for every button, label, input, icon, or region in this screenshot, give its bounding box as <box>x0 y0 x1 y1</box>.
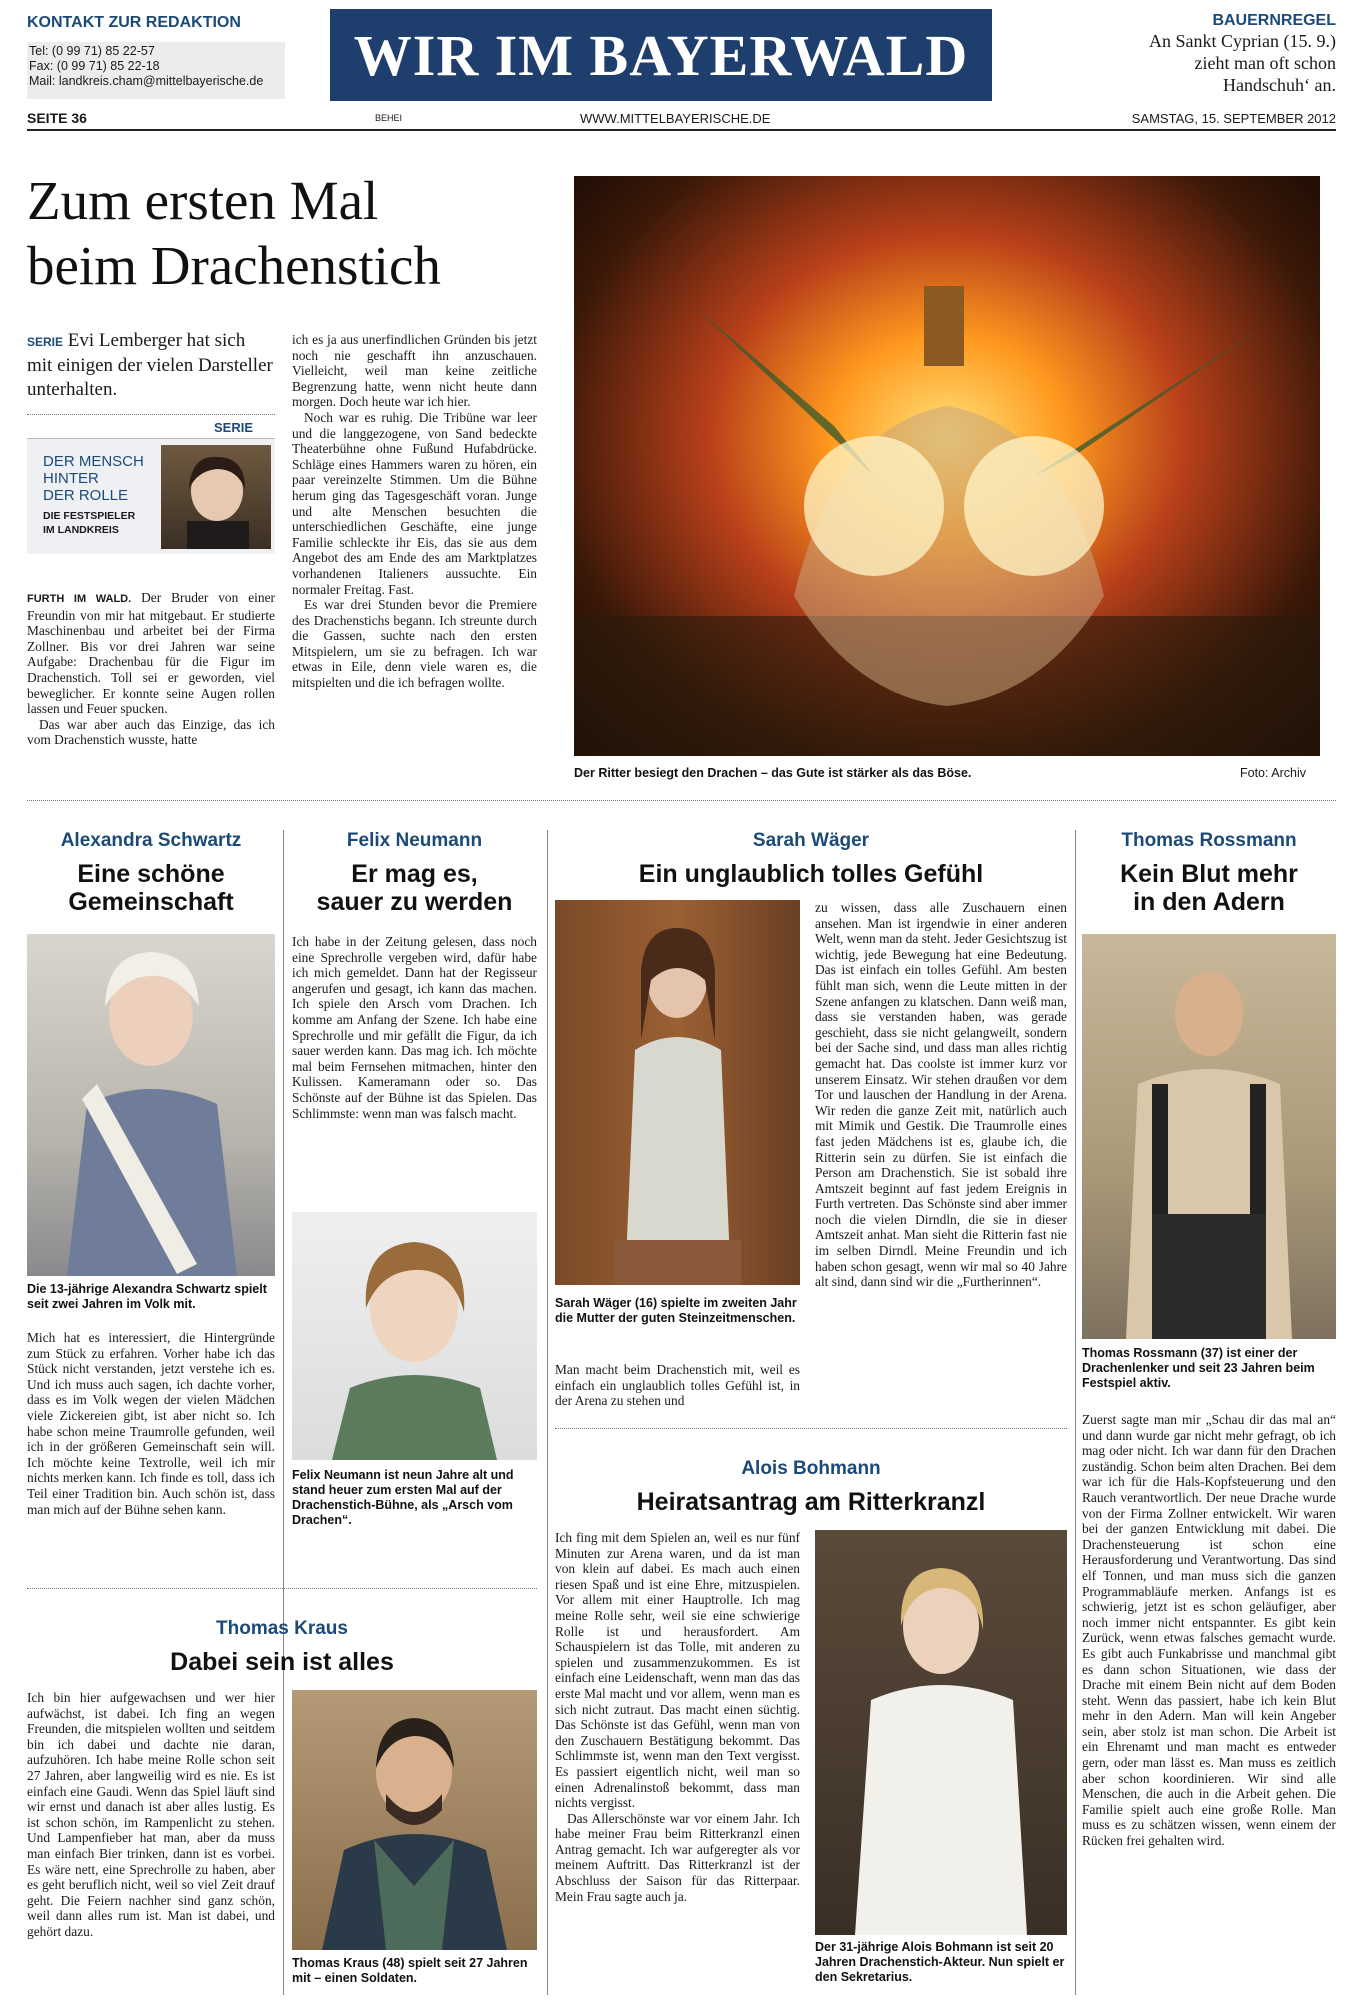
divider <box>555 1428 1067 1429</box>
waeger-paragraph-1: Man macht beim Drachenstich mit, weil es einfach ein unglaublich tolles Gefühl ist, in der Arena zu stehen und <box>555 1362 800 1409</box>
masthead-title: WIR IM BAYERWALD <box>353 22 969 88</box>
lead-column-1 <box>27 590 275 748</box>
page-url: WWW.MITTELBAYERISCHE.DE <box>580 111 771 126</box>
bauernregel <box>1096 12 1336 96</box>
contact-title: KONTAKT ZUR REDAKTION <box>27 14 241 31</box>
bauernregel-line3: Handschuh‘ an. <box>1223 75 1336 95</box>
kraus-headline: Dabei sein ist alles <box>170 1648 394 1676</box>
dragon-caption: Der Ritter besiegt den Drachen – das Gute ist stärker als das Böse. <box>574 766 972 780</box>
rossmann-name: Thomas Rossmann <box>1121 830 1297 851</box>
page-date: SAMSTAG, 15. SEPTEMBER 2012 <box>1131 111 1336 126</box>
serie-box <box>27 438 275 554</box>
schwartz-name: Alexandra Schwartz <box>60 830 242 851</box>
serie-box-sub1: DIE FESTSPIELER <box>43 510 136 522</box>
contact-box <box>27 42 285 99</box>
bohmann-paragraph-2: Das Allerschönste war vor einem Jahr. Ich habe meiner Frau beim Ritterkranzl einen Antrag gemacht. Ich war aufgeregter als vor meinem Auftritt. Das Ritterkranzl ist der Abschluss der Saison für das Ritterpaar. Mein Frau sagte auch ja. <box>555 1810 800 1904</box>
bohmann-headline: Heiratsantrag am Ritterkranzl <box>636 1488 986 1516</box>
waeger-text-1 <box>555 1362 800 1409</box>
column-rule <box>547 830 548 1995</box>
lead-column-2 <box>292 332 537 691</box>
lead-col1-p1: Der Bruder von einer Freundin von mir hat mitgebaut. Er studierte Maschinenbau und arbeitet bei der Firma Zollner. Bis vor drei Jahren war seine Aufgabe: Drachenbau für die Figur im Drachenstich. Toll sei er geworden, viel beweglicher. Er konnte seine Augen rollen lassen und Feuer spucken. <box>27 590 275 717</box>
rossmann-text <box>1082 1412 1336 1849</box>
neumann-headline-1: Er mag es, <box>351 860 478 888</box>
schwartz-headline-2: Gemeinschaft <box>68 888 234 916</box>
waeger-name: Sarah Wäger <box>752 830 870 851</box>
rossmann-headline <box>1082 860 1336 916</box>
serie-box-title1: DER MENSCH <box>43 453 144 470</box>
kraus-paragraph: Ich bin hier aufgewachsen und wer hier aufwächst, ist dabei. Ich fing an wegen Freunden, die mitspielen wollten und seitdem bin ich dabei und dachte nie daran, aufzuhören. Ich habe meine Rolle schon seit 27 Jahren, aber langweilig wird es nie. Es ist einfach eine Gaudi. Wenn das Spiel läuft sind wir ernst und danach ist aber alles lustig. Es ist schon schön, im Rampenlicht zu stehen. Und Lampenfieber hat man, aber da muss man einfach Bier trinken, dann ist es vorbei. Es wäre nett, eine Sprechrolle zu haben, aber es geht beruflich nicht, weil so viel Zeit drauf geht. Die Feiern nachher sind ganz schön, weil dann alles rum ist. Man ist dabei, und gehört dazu. <box>27 1690 275 1939</box>
rossmann-paragraph: Zuerst sagte man mir „Schau dir das mal an“ und dann wurde gar nicht mehr gefragt, ob ich mag oder nicht. Ich war dann für den Drachen zuständig. Schon beim alten Drachen. Bei dem war ich für die Hals-Kopfsteuerung und den Rauch verantwortlich. Der neue Drache wurde von der Firma Zollner entwickelt. Wir waren bei der ganzen Entwicklung mit dabei. Die Drachensteuerung ist schon eine Herausforderung und Verantwortung. Das sind elf Tonnen, und man muss sich die ganzen Programmabläufe merken. Anfangs ist es schwierig, jetzt ist es schon geläufiger, aber noch immer nicht entspannter. Es gibt kein Zurück, wenn etwas falsches gemacht wurde. Es gibt auch Funkabrisse und manchmal gibt es dann schon Situationen, wie dass der Drache mit einem Bein nicht auf dem Boden steht. Wenn das passiert, habe ich kein Blut mehr in den Adern. Man will kein Angeber sein, aber stolz ist man schon. Die Arbeit ist ein Ehrenamt und man macht es entweder gern, oder man lässt es. Man muss es zeitlich aber schon koordinieren. Wir sind alle Menschen, die auch in die Arbeit gehen. Die Familie spielt auch eine große Rolle. Man muss es zu schätzen wissen, wenn einem der Rücken frei gehalten wird. <box>1082 1412 1336 1849</box>
lead-intro <box>27 329 275 402</box>
rossmann-caption: Thomas Rossmann (37) ist einer der Drachenlenker und seit 23 Jahren beim Festspiel aktiv. <box>1082 1346 1315 1390</box>
dateline: FURTH IM WALD. <box>27 593 132 605</box>
masthead <box>330 9 992 101</box>
neumann-paragraph: Ich habe in der Zeitung gelesen, dass noch eine Sprechrolle vergeben wird, dafür habe ich mich gemeldet. Dann hat der Regisseur angerufen und gesagt, ich kann das machen. Ich spiele den Arsch vom Drachen. Ich komme am Anfang der Szene. Ich habe eine Sprechrolle und mir gefällt die Figur, da ich sauer werden kann. Das mag ich. Ich möchte mal beim Fernsehen mitmachen, hinter den Kulissen. Kameramann oder so. Das Schönste auf der Bühne ist das Spielen. Das Schlimmste: wenn man was falsch macht. <box>292 934 537 1121</box>
bauernregel-line2: zieht man oft schon <box>1194 53 1336 73</box>
bauernregel-line1: An Sankt Cyprian (15. 9.) <box>1149 31 1336 51</box>
neumann-headline-2: sauer zu werden <box>316 888 513 916</box>
schwartz-paragraph: Mich hat es interessiert, die Hintergründe zum Stück zu erfahren. Vorher habe ich das Stück nicht verstanden, jetzt verstehe ich es. Und ich muss auch sagen, ich dachte vorher, dass es im Volk wegen der vielen Mädchen viele Zickereien gibt, ist aber nicht so. Ich habe schon meine Traumrolle gefunden, weil ich in der größeren Gemeinschaft sein will. Ich möchte keine Textrolle, weil ich mir nichts merken kann. Ich finde es toll, dass ich Teil einer Tradition bin. Auch schön ist, dass man mich auf der Bühne sehen kann. <box>27 1330 275 1517</box>
photo-credit: Foto: Archiv <box>1240 766 1306 780</box>
schwartz-headline <box>27 860 275 916</box>
bohmann-text <box>555 1530 800 1904</box>
rossmann-headline-1: Kein Blut mehr <box>1120 860 1298 888</box>
waeger-caption: Sarah Wäger (16) spielte im zweiten Jahr die Mutter der guten Steinzeitmenschen. <box>555 1296 797 1325</box>
contact-fax: Fax: (0 99 71) 85 22-18 <box>29 59 160 73</box>
contact-mail: Mail: landkreis.cham@mittelbayerische.de <box>29 74 264 88</box>
neumann-text <box>292 934 537 1121</box>
contact-tel: Tel: (0 99 71) 85 22-57 <box>29 44 155 58</box>
schwartz-caption: Die 13-jährige Alexandra Schwartz spielt seit zwei Jahren im Volk mit. <box>27 1282 267 1311</box>
divider <box>27 414 275 415</box>
bohmann-photo <box>815 1530 1067 1935</box>
serie-box-title3: DER ROLLE <box>43 487 129 504</box>
serie-box-label: SERIE <box>213 420 253 435</box>
lead-col1-p2: Das war aber auch das Einzige, das ich vom Drachenstich wusste, hatte <box>27 716 275 748</box>
bohmann-paragraph-1: Ich fing mit dem Spielen an, weil es nur fünf Minuten zur Arena waren, und da ist man von klein auf dabei. Es mach auch einen riesen Spaß und ist eine Ehre, mitzuspielen. Vor allem mit einer Hauptrolle. Ich mag meine Rolle sehr, weil sie eine schwierige Rolle ist und herausfordert. Am Schauspielern ist das Tolle, mit anderen zu spielen und zusammenzukommen. Es ist einfach eine Leidenschaft, wenn man das das erste Mal macht und vor allem, wenn man es sich nicht zutraut. Das macht einen süchtig. Das Schönste ist das Gefühl, wenn man von den Zuschauern Bestätigung bekommt. Das Schlimmste ist, wenn man den Text vergisst. Es passiert eigentlich nicht, weil man so einen Adrenalinstoß bekommt, dass man nichts vergisst. <box>555 1530 800 1811</box>
neumann-headline <box>292 860 537 916</box>
kraus-photo <box>292 1690 537 1950</box>
lead-headline <box>27 168 441 298</box>
rossmann-photo <box>1082 934 1336 1339</box>
column-rule <box>283 830 284 1995</box>
neumann-caption: Felix Neumann ist neun Jahre alt und stand heuer zum ersten Mal auf der Drachenstich-Bühne, als „Arsch vom Drachen“. <box>292 1468 514 1527</box>
kraus-text <box>27 1690 275 1940</box>
waeger-photo <box>555 900 800 1285</box>
rossmann-headline-2: in den Adern <box>1133 888 1285 916</box>
column-rule <box>1075 830 1076 1995</box>
bauernregel-title: BAUERNREGEL <box>1212 12 1336 29</box>
kraus-name: Thomas Kraus <box>216 1618 348 1639</box>
divider <box>27 1588 537 1589</box>
section-divider <box>27 800 1336 801</box>
lead-col2-p2: Noch war es ruhig. Die Tribüne war leer und die langgezogene, von Sand bedeckte Theaterbühne ohne Fußund Hufabdrücke. Schläge eines Hammers waren zu hören, ein paar vereinzelte Stimmen. Um die Bühne herum ging das Tagesgeschäft voran. Junge und alte Menschen besuchten die unterschiedlichen Geschäfte, eine junge Familie schleckte ihr Eis, das sie aus dem Angebot des am Ende des am Marktplatzes vorhandenen Italieners aussuchte. Ein normaler Freitag. Fast. <box>292 409 537 597</box>
schwartz-headline-1: Eine schöne <box>77 860 225 888</box>
kraus-caption: Thomas Kraus (48) spielt seit 27 Jahren mit – einen Soldaten. <box>292 1956 528 1985</box>
serie-box-sub2: IM LANDKREIS <box>43 524 119 536</box>
lead-col2-p3: Es war drei Stunden bevor die Premiere des Drachenstichs begann. Ich streunte durch die Gassen, suchte nach den ersten Mitspielern, um sie zu befragen. Ich war etwas in Eile, denn viele waren es, die mitspielten und die ich befragen wollte. <box>292 597 537 691</box>
schwartz-photo <box>27 934 275 1276</box>
lead-col2-p1: ich es ja aus unerfindlichen Gründen bis jetzt noch nie geschafft ihn anzuschauen. Vielleicht, weil man keine zeitliche Begrenzung hatte, wenn nicht heute dann morgen. Doch heute war ich hier. <box>292 332 537 410</box>
bohmann-name: Alois Bohmann <box>741 1458 881 1479</box>
waeger-text-2 <box>815 900 1067 1290</box>
dragon-photo <box>574 176 1320 756</box>
waeger-paragraph-2: zu wissen, dass alle Zuschauern einen ansehen. Man ist irgendwie in einer anderen Welt, wenn man da steht. Jeder Gesichtszug ist wichtig, jede Bewegung hat eine Bedeutung. Das ist einfach ein tolles Gefühl. Am besten fühlt man sich, wenn die Leute mitten in der Szene anfangen zu klatschen. Dann weiß man, dass sie verstanden haben, was gerade geschieht, dass sie nicht gelangweilt, sondern bei der Sache sind, und dass man alles richtig gemacht hat. Das coolste ist immer kurz vor unserem Einsatz. Wir stehen draußen vor dem Tor und lauschen der Handlung in der Arena. Wir reden die ganze Zeit mit, natürlich auch mit Mimik und Gestik. Die Traumrolle eines fast jeden Mädchens ist es, glaube ich, die Ritterin sein zu dürfen. Sie ist einfach die Person am Drachenstich. Sie ist sobald ihre Amtszeit beginnt auf fast jedem Ereignis in Furth vertreten. Das Schönste sind aber immer noch die vielen Dirndln, die sie in dieser Amtszeit anhat. Man sieht die Ritterin fast nie im selben Dirndl. Meine Freundin und ich haben schon gesagt, wenn wir mal so 40 Jahre alt sind, dann sind wir die „Furtherinnen“. <box>815 900 1067 1290</box>
serie-box-title2: HINTER <box>43 470 99 487</box>
author-photo <box>161 445 271 549</box>
lead-headline-line2: beim Drachenstich <box>27 235 441 296</box>
lead-headline-line1: Zum ersten Mal <box>27 170 379 231</box>
serie-tag: SERIE <box>27 335 64 349</box>
page-code: BEHEI <box>375 113 403 123</box>
neumann-name: Felix Neumann <box>346 830 483 851</box>
header-rule <box>27 129 1336 131</box>
bohmann-caption: Der 31-jährige Alois Bohmann ist seit 20 Jahren Drachenstich-Akteur. Nun spielt er den Sekretarius. <box>815 1940 1065 1984</box>
neumann-photo <box>292 1212 537 1460</box>
page-number: SEITE 36 <box>27 110 87 126</box>
waeger-headline: Ein unglaublich tolles Gefühl <box>638 860 984 888</box>
schwartz-text <box>27 1330 275 1517</box>
intro-text: Evi Lemberger hat sich mit einigen der vielen Darsteller unterhalten. <box>27 330 273 400</box>
